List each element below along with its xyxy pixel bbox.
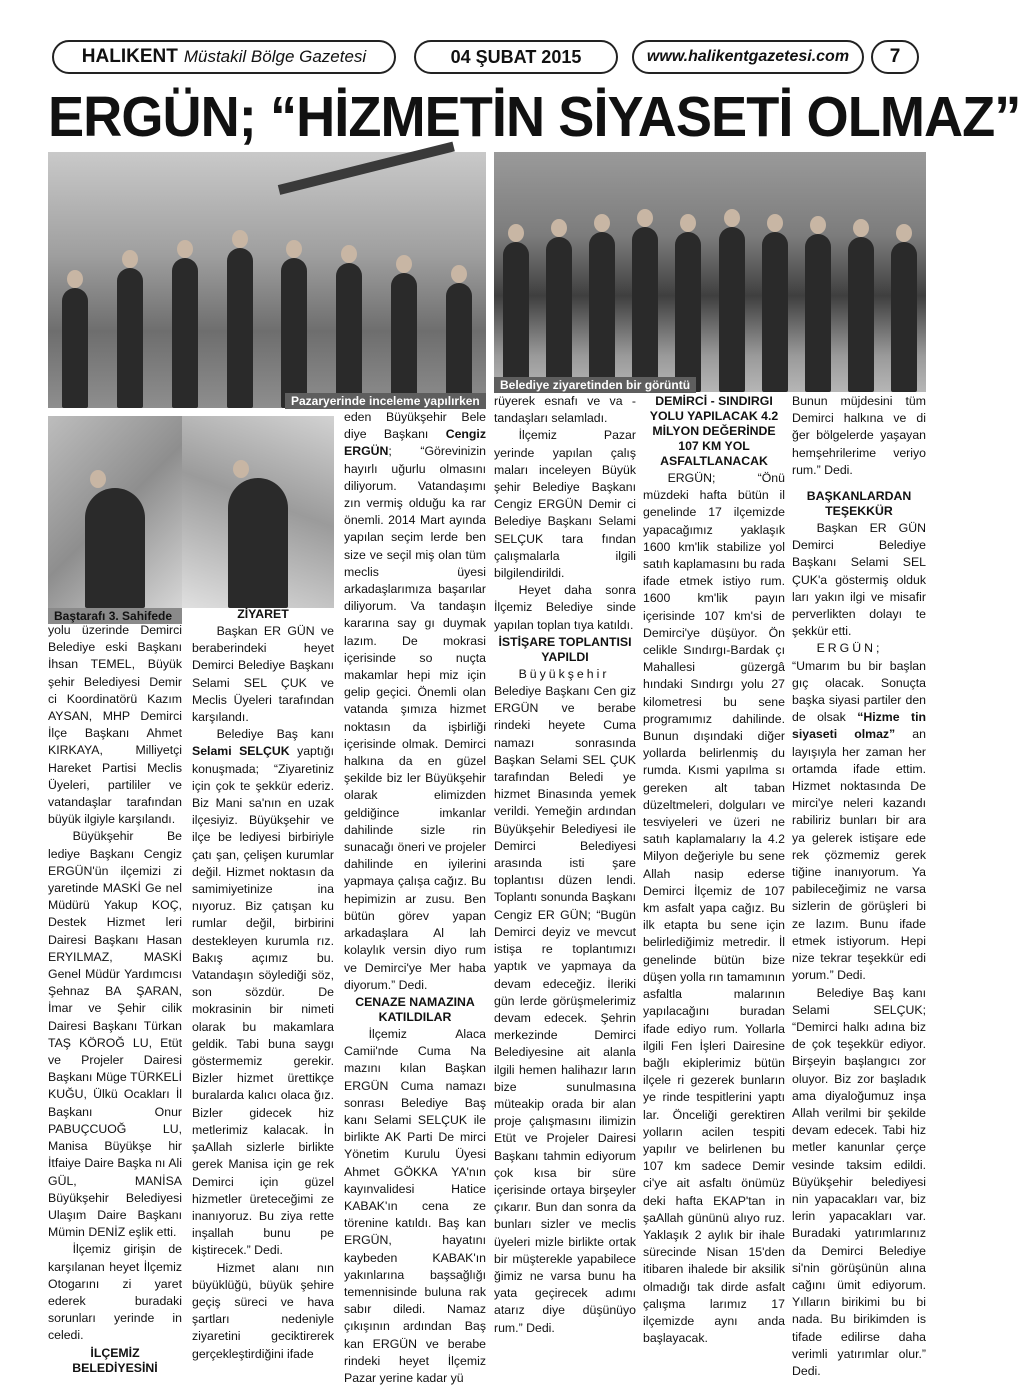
paragraph: Başkan ER GÜN ve beraberindeki heyet Demirci Belediye Başkanı Selami SEL ÇUK ve Meclis Üyeleri tarafından karşılandı.: [192, 624, 334, 725]
paragraph: Büyükşehir Be lediye Başkanı Cengiz ERGÜN'ün ilçemizi zi yaretinde MASKİ Ge nel Müdürü Yakup KOÇ, Destek Hizmet leri Dairesi Başkanı Hasan ERYILMAZ, MASKİ Genel Müdür Yardımcısı Şehnaz BA ŞARAN, İmar ve Şehir cilik Dairesi Başkanı Türkan TAŞ KÖROĞ LU, Etüt ve Projeler Dairesi Başkanı Müge TÜRKELİ KUĞU, Ülkü Ocakları İl Başkanı Onur PABUÇCUOĞ LU, Manisa Büyükşe hir İtfaiye Daire Başka nı Ali GÜL, MANİSA Büyükşehir Belediyesi Ulaşım Daire Başkanı Mümin DENİZ eşlik etti.: [48, 829, 182, 1240]
paragraph: eden Büyükşehir Bele diye Başkanı Cengiz ERGÜN; “Görevinizin hayırlı uğurlu olmasını diliyorum. Vatandaşımı zın vermiş olduğu ka rar önemli. 2014 Mart ayında yapılan seçim lerde ben size ve seçil miş olan tüm meclis üyesi arkadaşlarımıza başarılar diliyorum. Va tandaşın kararına say gı duymak lazım. De mokrasi içerisinde so nuçta makamlar hepi miz için gelip geçici. Önemli olan vatanda şımıza hizmet noktasın da işbirliği içerisinde olmak. Demirci halkına da en güzel şekilde biz ler Büyükşehir olarak elimizden geldiğince imkanlar dahilinde sizle rin sunacağı öneri ve projeler dahilinde en iyilerini yapmaya çalışa cağız. Bu hepimizin ar zusu. Ben bütün görev yapan arkadaşlara Al lah kolaylık versin diyo rum ve Demirci'ye Mer haba diyorum.” Dedi.: [344, 410, 486, 992]
article-column-2: [192, 606, 334, 1361]
masthead-brand: [52, 40, 396, 74]
photo-caption: Pazaryerinde inceleme yapılırken: [285, 393, 486, 409]
paragraph: İlçemiz Pazar yerinde yapılan çalış maları inceleyen Büyük şehir Belediye Başkanı Cengiz ERGÜN Demir ci Belediye Başkanı Selami SELÇUK tara fından çalışmalarla ilgili bilgilendirildi.: [494, 428, 636, 581]
article-column-3: [344, 409, 486, 1385]
meeting-photo-right: [182, 416, 334, 608]
subheading: İSTİŞARE TOPLANTISI YAPILDI: [498, 634, 632, 664]
headline: ERGÜN; “HİZMETİN SİYASETİ OLMAZ”: [48, 85, 1020, 149]
subheading: ZİYARET: [237, 607, 289, 621]
paragraph: Bunun müjdesini tüm Demirci halkına ve di ğer bölgelerde yaşayan hemşehrilerime veriyo rum.” Dedi.: [792, 394, 926, 477]
brand-name: HALIKENT: [81, 46, 178, 67]
paragraph: Belediye Baş kanı Selami SELÇUK yaptığı konuşmada; “Ziyaretiniz için çok te şekkür ederiz. Biz Mani sa'nın en uzak ilçesiyiz. Büyükşehir ve ilçe be lediyesi birbiriyle çatı şan, çelişen kurumlar değil. Hizmet noktasın da samimiyetinize ina nıyoruz. Biz çatışan ku rumlar değil, birbirini destekleyen kurumla rız. Bakış açımız bu. Vatandaşın söylediği söz, son sözdür. De mokrasinin bir nimeti olarak bu makamlara geldik. Tabi buna saygı göstermemiz gerekir. Bizler hizmet ürettikçe buralarda kalıcı olaca ğız. Bizler gidecek hiz metlerimiz kalacak. İn şaAllah sizlerle birlikte gerek Manisa için ge rek Demirci için güzel hizmetler üreteceğimi ze inanıyoruz. Bu ziya rette inşallah bunu pe kiştirecek.” Dedi.: [192, 727, 334, 1258]
issue-date: 04 ŞUBAT 2015: [414, 40, 618, 74]
paragraph: Başkan ER GÜN Demirci Belediye Başkanı Selami SEL ÇUK'a göstermiş olduk ları yakın ilgi ve misafir perverlikten dolayı te şekkür etti.: [792, 521, 926, 639]
paragraph: İlçemiz Alaca Camii'nde Cuma Na mazını kılan Başkan ERGÜN Cuma namazı sonrası Belediye Baş kanı Selami SELÇUK ile birlikte AK Parti De mirci Yönetim Kurulu Üyesi Ahmet GÖKKA YA'nın kayınvalidesi Hatice KABAK'ın cena ze törenine katıldı. Baş kan ERGÜN, hayatını kaybeden KABAK'ın yakınlarına başsağlığı temennisinde buluna rak sabır diledi. Namaz çıkışının ardından Baş kan ERGÜN ve berabe rindeki heyet İlçemiz Pazar yerine kadar yü: [344, 1026, 486, 1385]
paragraph: İlçemiz girişin de karşılanan heyet İlçemiz Otogarını zi yaret ederek buradaki sorunları yerinde in celedi.: [48, 1242, 182, 1343]
paragraph: Hizmet alanı nın büyüklüğü, büyük şehire geçiş süreci ve hava şartları nedeniyle ziyaretini geciktirerek gerçekleştirdiğini ifade: [192, 1260, 334, 1361]
market-inspection-photo: [48, 152, 486, 408]
meeting-photo: [48, 416, 182, 608]
paragraph: ERGÜN; “Önü müzdeki hafta bütün il genelinde 17 ilçemizde yapacağımız yaklaşık 1600 km'lik stabilize yol satıh kaplamasını bu rada ifade etmek istiyo rum. 1600 km'lik payın içerisinde 107 km'si de Demirci'ye düşüyor. Ön celikle Sındırgı-Bardak çı Mahallesi güzergâ hındaki Sındırgı yolu 27 kilometresi bu sene programımız dahilinde. Bunun dışındaki diğer yollarda belirlenmiş du rumda. Kısmi yapılma sı gereken alt taban düzeltmeleri, dolguları ve tesviyeleri ve üzeri ne satıh kaplamalarıy la 4.2 Milyon değeriyle bu sene Allah nasip ederse Demirci İlçemiz de 107 km asfalt yapa cağız. Bu ilk etapta bu sene için belirlediğimiz metredir. İl genelinde bütün bize düşen yolla rın tamamının asfaltla malarının yapılacağını buradan ifade ediyo rum. Yollarla ilgili Fen İşleri Dairesine bağlı ekiplerimiz bütün ilçele ri gezerek bunların ye rinde tespitlerini yaptı lar. Önceliği gerektiren yolların acilen tespiti yapılır ve belirlenen bu 107 km sadece Demir ci'ye ait asfaltı önümüz deki hafta EKAP'tan in şaAllah gününü alıyo ruz. Yaklaşık 2 aylık bir ihale sürecinde Nisan 15'den itibaren ihalede bir aksilik olmadığı tak dirde asfalt çalışma larımız 17 ilçemizde aynı anda başlayacak.: [643, 471, 785, 1346]
paragraph: yolu üzerinde Demirci Belediye eski Başkanı İhsan TEMEL, Büyük şehir Belediyesi Demir ci Koordinatörü Kazım AYSAN, MHP Demirci İlçe Başkanı Ahmet KIRKAYA, Milliyetçi Hareket Partisi Meclis Üyeleri, partililer ve vatandaşlar tarafından büyük ilgiyle karşılandı.: [48, 623, 182, 827]
municipality-visit-photo: [494, 152, 926, 392]
paragraph: Belediye Baş kanı Selami SELÇUK; “Demirci halkı adına biz de çok teşekkür ediyor. Birşeyin başlangıcı zor oluyor. Biz zor başladık ama diyaloğumuz inşa Allah verilmi bir şekilde devam edecek. Tabi hiz metler kanunlar çerçe vesinde taksim edildi. Büyükşehir belediyesi nin yapacakları var, biz lerin yapacakları var. Buradaki yatırımlarınız da Demirci Belediye si'nin görüşünün alına cağını ümit ediyorum. Yılların birikimi bu bi nada. Bu birikimden is tifade edilirse daha verimli yatırımlar olur.” Dedi.: [792, 985, 926, 1378]
subheading: BAŞKANLARDAN TEŞEKKÜR: [806, 489, 912, 519]
subheading: İLÇEMİZ BELEDİYESİNİ: [72, 1345, 158, 1375]
paragraph: Heyet daha sonra İlçemiz Belediye sinde yapılan toplan tıya katıldı.: [494, 583, 636, 632]
paragraph: rüyerek esnafı ve va - tandaşları selamladı.: [494, 394, 636, 426]
paragraph: Büyükşehir Belediye Başkanı Cen giz ERGÜN ve berabe rindeki heyete Cuma namazı sonrasında Başkan Selami SEL ÇUK tarafından Beledi ye hizmet Binasında yemek verildi. Yemeğin ardından Büyükşehir Belediyesi ile Demirci Belediyesi arasında isti şare toplantısı düzen lendi. Toplantı sonunda Başkanı Cengiz ER GÜN; “Bugün Demirci deyiz ve mevcut istişa re toplantımızı yaptık ve yapmaya da devam edeceğiz. İleriki gün lerde görüşmelerimiz devam edecek. Şehrin merkezinde Demirci Belediyesine ait alanla ilgili hemen halihazır ların bize sunulmasına müteakip orada bir alan proje çalışmasını ilimizin Etüt ve Projeler Dairesi Başkanı tahmin ediyorum çok kısa bir süre içerisinde ortaya birşeyler çıkarır. Bun dan sonra da bunları sizler ve meclis üyeleri mizle birlikte ortak bir müşterekle yapabilece ğimiz ne varsa bunu ha yata geçirecek adımı atarız diye düşünüyo rum.” Dedi.: [494, 666, 636, 1335]
photo-caption: Belediye ziyaretinden bir görüntü: [494, 377, 696, 393]
brand-tagline: Müstakil Bölge Gazetesi: [183, 47, 367, 66]
page-number: 7: [871, 40, 919, 74]
article-column-6: [792, 393, 926, 1378]
article-column-1: [48, 622, 182, 1375]
continued-from-label: Baştarafı 3. Sahifede: [48, 608, 182, 624]
paragraph: ERGÜN; “Umarım bu bir başlan gıç olacak. Sonuçta başka siyasi partiler den de olsak “Hizme tin siyaseti olmaz” an layışıyla her zaman her ortamda ifade ettim. Hizmet noktasında De mirci'ye neleri kazandı rabiliriz bunları bir ara ya gelerek istişare ede rek çözmemiz gerek tiğine inanıyorum. Ya pabileceğimiz ne varsa sizlerin de görüşleri bi ze lazım. Bunu ifade etmek istiyorum. Hepi nize tekrar teşekkür edi yorum.” Dedi.: [792, 641, 926, 983]
subheading: DEMİRCİ - SINDIRGI YOLU YAPILACAK 4.2 MİLYON DEĞERİNDE 107 KM YOL ASFALTLANACAK: [649, 394, 779, 468]
article-column-5: [643, 393, 785, 1346]
website-url[interactable]: www.halikentgazetesi.com: [632, 40, 864, 74]
subheading: CENAZE NAMAZINA KATILDILAR: [355, 994, 475, 1024]
article-column-4: [494, 393, 636, 1335]
